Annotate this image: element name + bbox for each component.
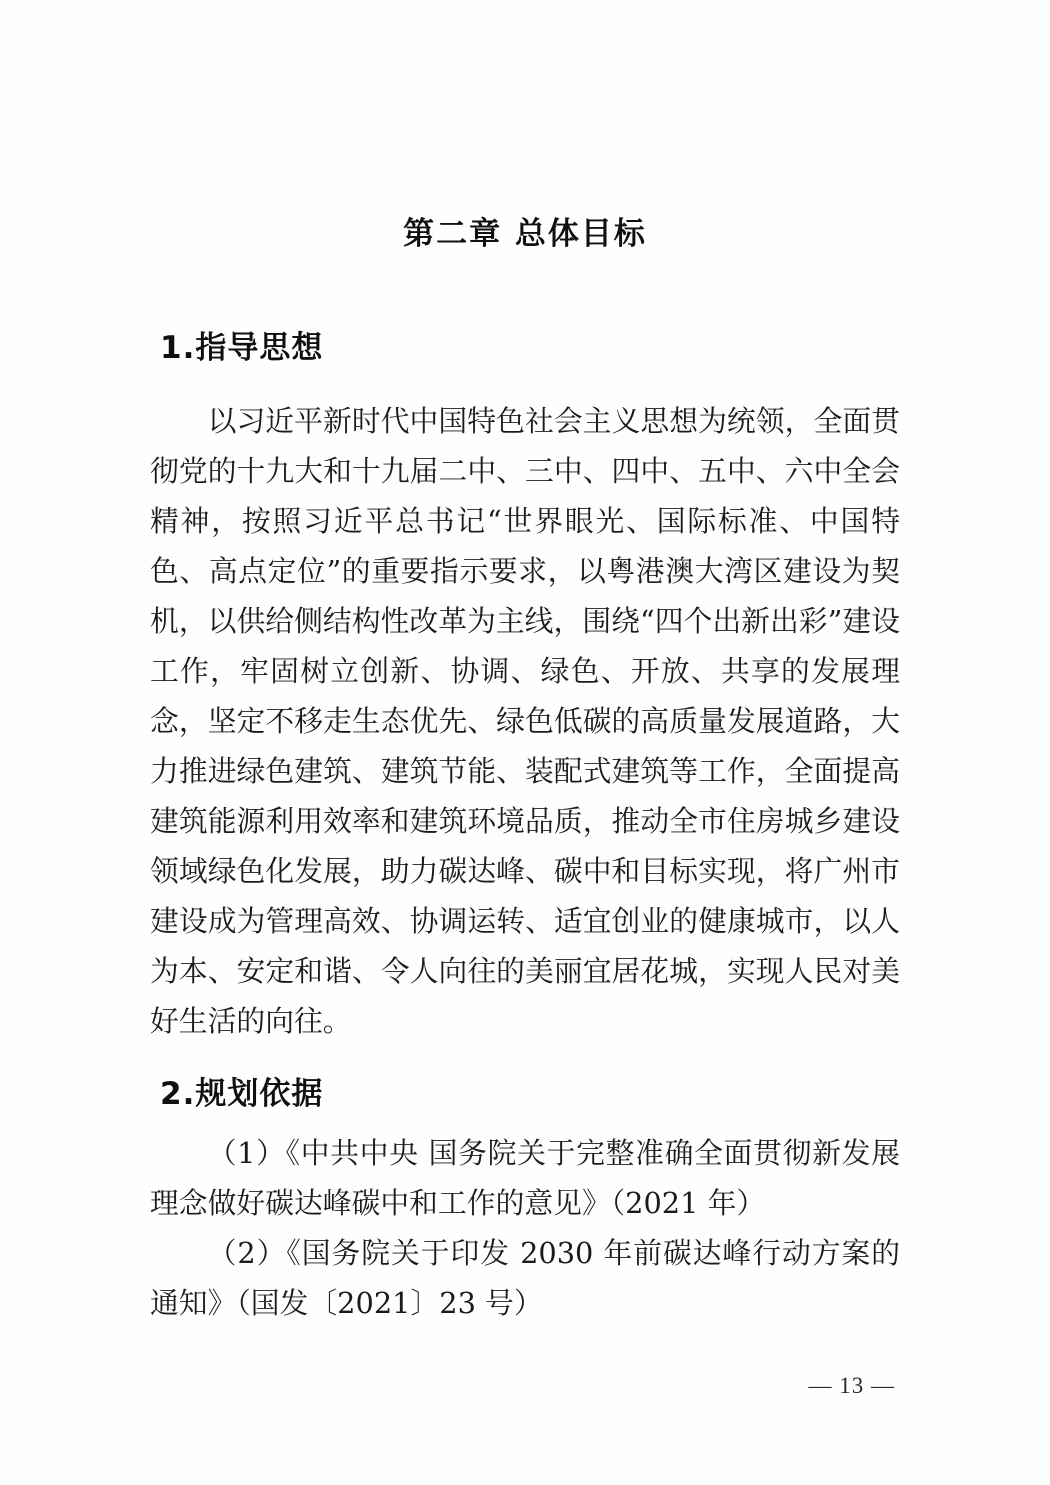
section-1-paragraph: 以习近平新时代中国特色社会主义思想为统领，全面贯彻党的十九大和十九届二中、三中、四中、五中、六中全会精神，按照习近平总书记“世界眼光、国际标准、中国特色、高点定位”的重要指示要求，以粤港澳大湾区建设为契机，以供给侧结构性改革为主线，围绕“四个出新出彩”建设工作，牢固树立创新、协调、绿色、开放、共享的发展理念，坚定不移走生态优先、绿色低碳的高质量发展道路，大力推进绿色建筑、建筑节能、装配式建筑等工作，全面提高建筑能源利用效率和建筑环境品质，推动全市住房城乡建设领域绿色化发展，助力碳达峰、碳中和目标实现，将广州市建设成为管理高效、协调运转、适宜创业的健康城市，以人为本、安定和谐、令人向往的美丽宜居花城，实现人民对美好生活的向往。 bbox=[150, 404, 900, 1038]
section-guiding-ideology bbox=[150, 326, 900, 1046]
reference-item-2: （2）《国务院关于印发 2030 年前碳达峰行动方案的通知》（国发〔2021〕23 号） bbox=[150, 1236, 900, 1320]
section-1-heading: 1.指导思想 bbox=[160, 330, 324, 366]
section-2-heading: 2.规划依据 bbox=[160, 1076, 324, 1112]
section-planning-basis bbox=[150, 1072, 900, 1328]
chapter-title: 第二章 总体目标 bbox=[403, 216, 647, 252]
page-number: — 13 — bbox=[808, 1373, 895, 1398]
reference-item-1: （1）《中共中央 国务院关于完整准确全面贯彻新发展理念做好碳达峰碳中和工作的意见》（2021 年） bbox=[150, 1136, 900, 1220]
